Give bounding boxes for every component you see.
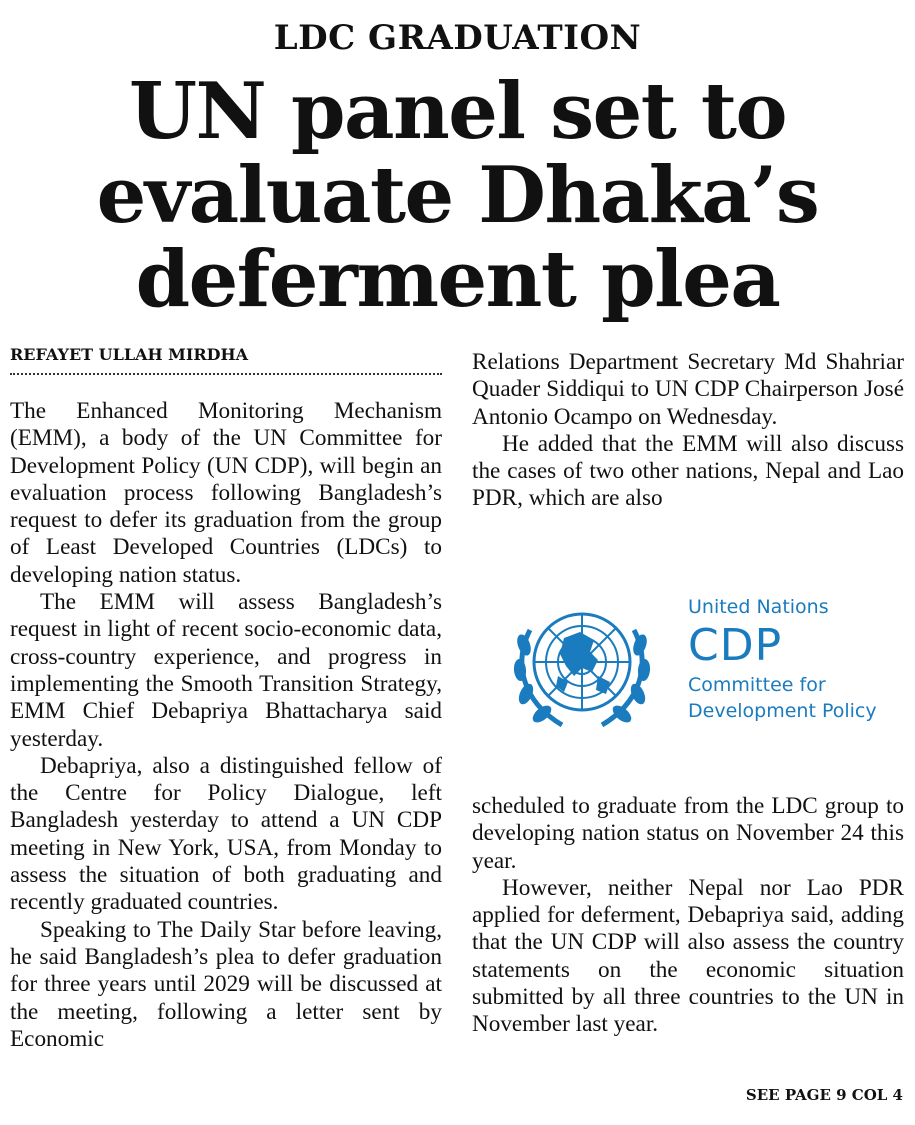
- paragraph: scheduled to graduate from the LDC group to developing nation status on November 24 this year.: [472, 793, 904, 874]
- un-cdp-logo: [502, 590, 905, 740]
- continued-jump-line: SEE PAGE 9 COL 4: [745, 1086, 903, 1104]
- article-column-2-top: [472, 349, 904, 513]
- un-emblem-icon: [502, 590, 662, 740]
- article-column-2-bottom: [472, 793, 904, 1039]
- paragraph: Debapriya, also a distinguished fellow of the Centre for Policy Dialogue, left Bangladesh yesterday to attend a UN CDP meeting in New York, USA, from Monday to assess the situation of both graduating and recently graduated countries.: [10, 752, 442, 916]
- byline: REFAYET ULLAH MIRDHA: [10, 345, 442, 375]
- logo-subtitle-line: Development Policy: [688, 700, 877, 722]
- paragraph: The EMM will assess Bangladesh’s request in light of recent socio-economic data, cross-country experience, and progress in implementing the Smooth Transition Strategy, EMM Chief Debapriya Bhattacharya said yesterday.: [10, 589, 442, 752]
- headline-line: UN panel set to: [129, 66, 786, 157]
- article-column-1: [10, 398, 442, 1053]
- headline-line: evaluate Dhaka’s: [96, 150, 819, 241]
- paragraph: However, neither Nepal nor Lao PDR applied for deferment, Debapriya said, adding that the UN CDP will also assess the country statements on the economic situation submitted by all three countries to the UN in November last year.: [472, 874, 904, 1038]
- paragraph: Speaking to The Daily Star before leaving, he said Bangladesh’s plea to defer graduation for three years until 2029 will be discussed at the meeting, following a letter sent by Economic: [10, 916, 442, 1052]
- paragraph: The Enhanced Monitoring Mechanism (EMM), a body of the UN Committee for Development Policy (UN CDP), will begin an evaluation process following Bangladesh’s request to defer its graduation from the group of Least Developed Countries (LDCs) to developing nation status.: [10, 398, 442, 588]
- headline-line: deferment plea: [135, 234, 780, 325]
- headline: [0, 66, 915, 325]
- logo-subtitle-line: Committee for: [688, 674, 826, 696]
- paragraph: He added that the EMM will also discuss the cases of two other nations, Nepal and Lao PDR, which are also: [472, 430, 904, 512]
- paragraph: Relations Department Secretary Md Shahriar Quader Siddiqui to UN CDP Chairperson José Antonio Ocampo on Wednesday.: [472, 349, 904, 430]
- logo-wordmark: [688, 594, 877, 724]
- section-kicker: LDC GRADUATION: [273, 18, 642, 58]
- logo-org-name: United Nations: [688, 596, 829, 618]
- logo-acronym: CDP: [688, 620, 783, 671]
